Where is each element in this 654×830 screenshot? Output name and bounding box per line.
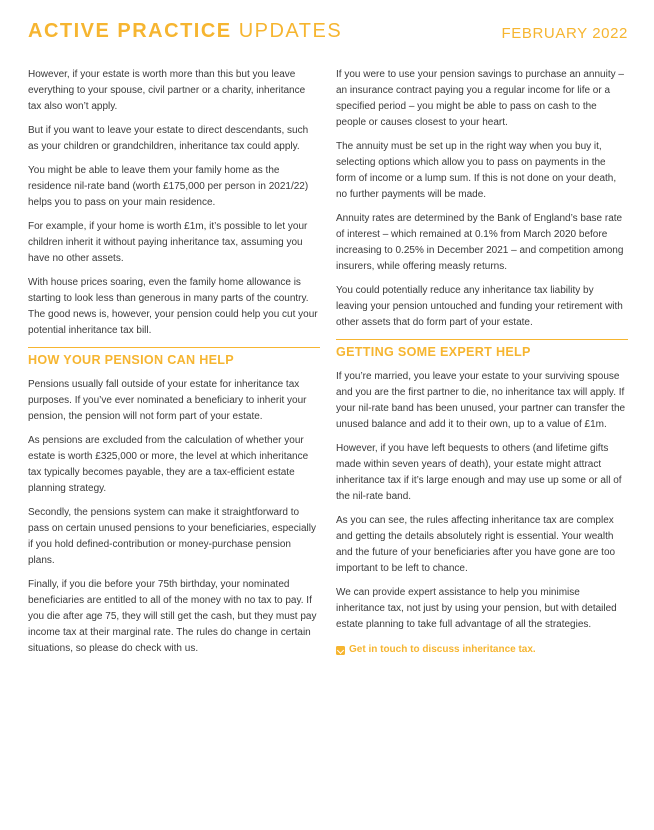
paragraph: However, if your estate is worth more than this but you leave everything to your spouse, civil partner or a charity, inheritance tax also won’t apply.	[28, 69, 306, 112]
contact-link[interactable]	[336, 643, 628, 657]
paragraph: Finally, if you die before your 75th birthday, your nominated beneficiaries are entitled to all of the money with no tax to pay. If you die after age 75, they will still get the cash, but they must pay income tax at their marginal rate. The rules do change in certain situations, so please do check with us.	[28, 579, 317, 654]
checkbox-icon	[336, 646, 345, 655]
paragraph: If you were to use your pension savings to purchase an annuity – an insurance contract paying you a regular income for life or a specified period – you might be able to pass on cash to the people or causes closest to your heart.	[336, 69, 624, 128]
paragraph: However, if you have left bequests to others (and lifetime gifts made within seven years of death), your estate might attract inheritance tax if it’s large enough and may use up some or all of the nil-rate band.	[336, 443, 622, 502]
section-heading-expert-help: GETTING SOME EXPERT HELP	[336, 345, 531, 359]
paragraph: But if you want to leave your estate to direct descendants, such as your children or grandchildren, inheritance tax could apply.	[28, 125, 309, 152]
paragraph: As pensions are excluded from the calculation of whether your estate is worth £325,000 or more, the level at which inheritance tax typically becomes payable, they are a tax-efficient estate planning strategy.	[28, 435, 309, 494]
contact-link-label: Get in touch to discuss inheritance tax.	[349, 644, 536, 655]
paragraph: As you can see, the rules affecting inheritance tax are complex and getting the details absolutely right is essential. Your wealth and the future of your beneficiaries after you have gone are too important to be left to chance.	[336, 515, 616, 574]
paragraph: We can provide expert assistance to help you minimise inheritance tax, not just by using your pension, but with detailed estate planning to take full advantage of all the strategies.	[336, 587, 617, 630]
left-column	[28, 67, 320, 665]
paragraph: Pensions usually fall outside of your estate for inheritance tax purposes. If you’ve ever nominated a beneficiary to inherit your pension, the pension will not form part of your estate.	[28, 379, 307, 422]
paragraph: Secondly, the pensions system can make it straightforward to pass on certain unused pensions to your beneficiaries, especially if you hold defined-contribution or money-purchase pension plans.	[28, 507, 316, 566]
paragraph: If you’re married, you leave your estate to your surviving spouse and you are the first partner to die, no inheritance tax will apply. If your nil-rate band has been unused, your partner can transfer the unused balance and add it to their own, up to a value of £1m.	[336, 371, 626, 430]
newsletter-title	[28, 20, 342, 43]
issue-date: FEBRUARY 2022	[501, 25, 628, 42]
section-divider	[28, 347, 320, 369]
paragraph: The annuity must be set up in the right way when you buy it, selecting options which allow you to pass on payments in the form of income or a lump sum. If this is not done on your death, no further payments will be made.	[336, 141, 617, 200]
section-heading-pension-help: HOW YOUR PENSION CAN HELP	[28, 353, 234, 367]
title-bold: ACTIVE PRACTICE	[28, 20, 232, 42]
paragraph: For example, if your home is worth £1m, it’s possible to let your children inherit it without paying inheritance tax, assuming you have no other assets.	[28, 221, 308, 264]
paragraph: With house prices soaring, even the family home allowance is starting to look less than generous in many parts of the country. The good news is, however, your pension could help you cut your potential inheritance tax bill.	[28, 277, 318, 336]
section-divider	[336, 339, 628, 361]
paragraph: You might be able to leave them your family home as the residence nil-rate band (worth £175,000 per person in 2021/22) helps you to pass on your main residence.	[28, 165, 309, 208]
paragraph: Annuity rates are determined by the Bank of England’s base rate of interest – which remained at 0.1% from March 2020 before increasing to 0.25% in December 2021 – and competition among insurers, while offering measly returns.	[336, 213, 624, 272]
right-column	[336, 67, 628, 657]
paragraph: You could potentially reduce any inheritance tax liability by leaving your pension untouched and funding your retirement with other assets that do form part of your estate.	[336, 285, 623, 328]
title-light: UPDATES	[238, 20, 343, 42]
newsletter-header	[28, 20, 628, 48]
